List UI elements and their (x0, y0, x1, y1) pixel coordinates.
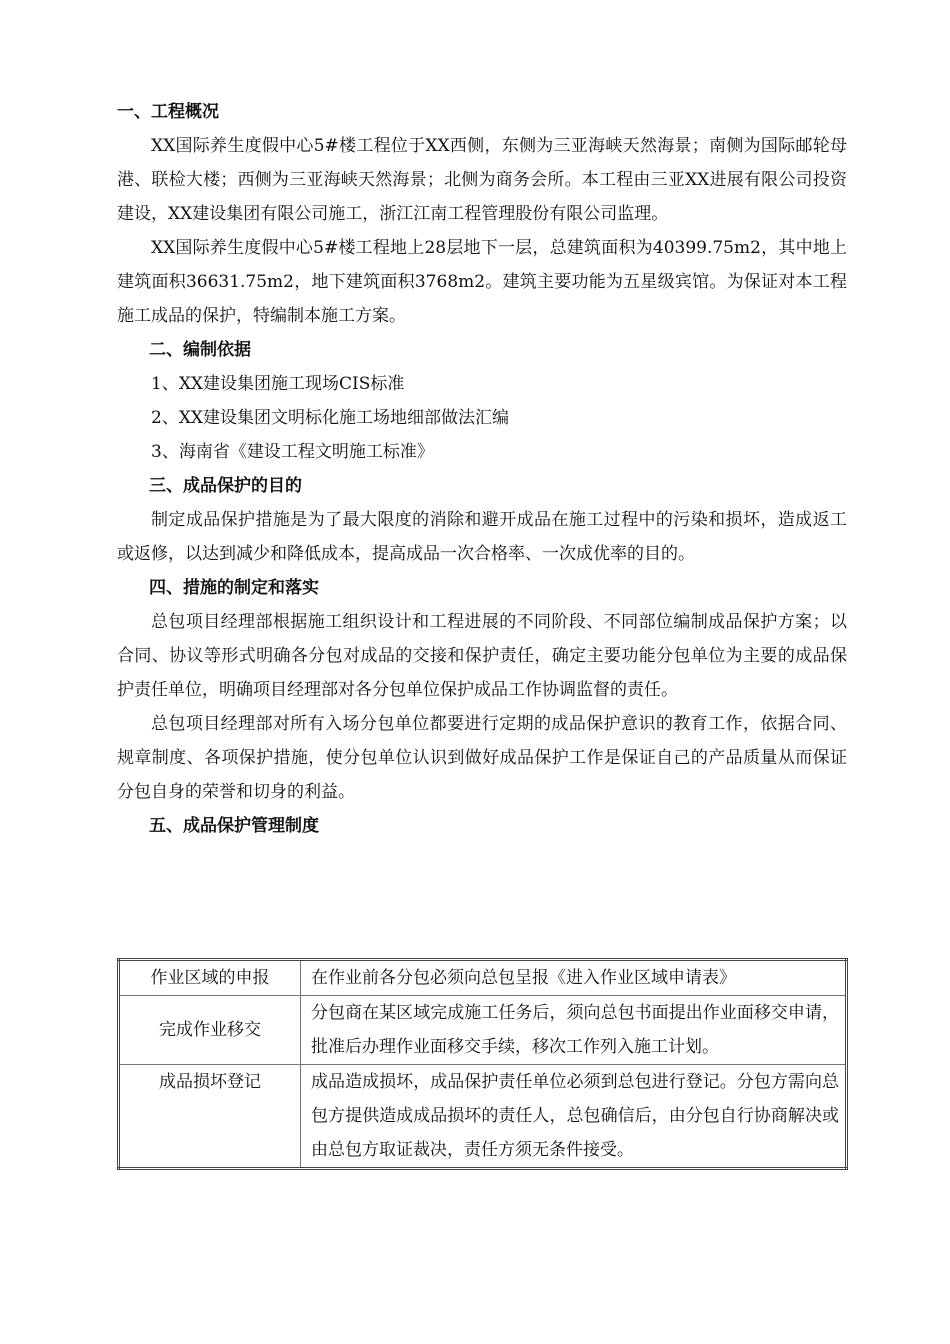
document-body (117, 95, 847, 843)
table-row (119, 996, 847, 1065)
overview-paragraph-2: XX国际养生度假中心5#楼工程地上28层地下一层，总建筑面积为40399.75m2，其中地上建筑面积36631.75m2，地下建筑面积3768m2。建筑主要功能为五星级宾馆。为保证对本工程施工成品的保护，特编制本施工方案。 (117, 238, 847, 326)
basis-item-3: 3、海南省《建设工程文明施工标准》 (151, 442, 434, 462)
overview-paragraph-1: XX国际养生度假中心5#楼工程位于XX西侧，东侧为三亚海峡天然海景；南侧为国际邮轮母港、联检大楼；西侧为三亚海峡天然海景；北侧为商务会所。本工程由三亚XX进展有限公司投资建设，XX建设集团有限公司施工，浙江江南工程管理股份有限公司监理。 (117, 136, 847, 224)
basis-item-1: 1、XX建设集团施工现场CIS标准 (151, 374, 405, 394)
management-table (117, 958, 848, 1170)
measures-paragraph-1: 总包项目经理部根据施工组织设计和工程进展的不同阶段、不同部位编制成品保护方案；以合同、协议等形式明确各分包对成品的交接和保护责任，确定主要功能分包单位为主要的成品保护责任单位，明确项目经理部对各分包单位保护成品工作协调监督的责任。 (117, 612, 847, 700)
section-heading-overview: 一、工程概况 (117, 102, 219, 122)
section-heading-management: 五、成品保护管理制度 (149, 816, 319, 836)
table-cell-desc: 成品造成损坏，成品保护责任单位必须到总包进行登记。分包方需向总包方提供造成成品损坏的责任人，总包确信后，由分包自行协商解决或由总包方取证裁决，责任方须无条件接受。 (301, 1065, 847, 1169)
table-cell-desc: 分包商在某区域完成施工任务后，须向总包书面提出作业面移交申请，批准后办理作业面移交手续，移次工作列入施工计划。 (301, 996, 847, 1065)
basis-item-2: 2、XX建设集团文明标化施工场地细部做法汇编 (151, 408, 510, 428)
table-row (119, 1065, 847, 1169)
table-cell-desc: 在作业前各分包必须向总包呈报《进入作业区域申请表》 (301, 960, 847, 996)
purpose-paragraph: 制定成品保护措施是为了最大限度的消除和避开成品在施工过程中的污染和损坏，造成返工或返修，以达到减少和降低成本，提高成品一次合格率、一次成优率的目的。 (117, 510, 847, 564)
table-cell-label: 完成作业移交 (119, 996, 301, 1065)
section-heading-purpose: 三、成品保护的目的 (149, 476, 302, 496)
section-heading-measures: 四、措施的制定和落实 (149, 578, 319, 598)
table-cell-label: 成品损坏登记 (119, 1065, 301, 1169)
measures-paragraph-2: 总包项目经理部对所有入场分包单位都要进行定期的成品保护意识的教育工作，依据合同、规章制度、各项保护措施，使分包单位认识到做好成品保护工作是保证自己的产品质量从而保证分包自身的荣誉和切身的利益。 (117, 714, 847, 802)
table-cell-label: 作业区域的申报 (119, 960, 301, 996)
section-heading-basis: 二、编制依据 (149, 340, 251, 360)
table-row (119, 960, 847, 996)
